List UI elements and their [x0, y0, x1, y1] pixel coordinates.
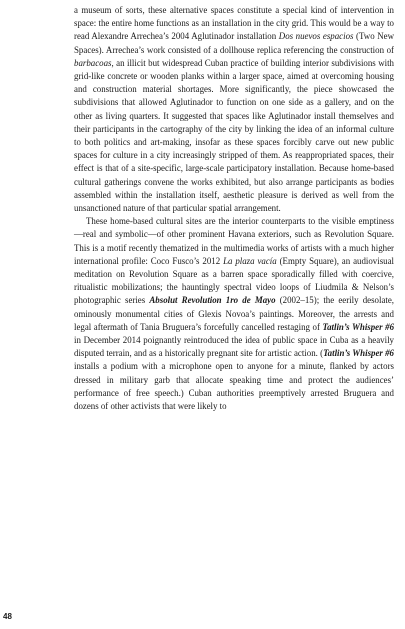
- artwork-title: Absolut Revolution 1ro de Mayo: [149, 295, 276, 306]
- body-text: [74, 4, 394, 413]
- paragraph: [74, 4, 394, 215]
- artwork-title: Tatlin’s Whisper #6: [323, 348, 394, 359]
- text-run: (Two New Spaces). Arrechea’s work consisted of a dollhouse replica referencing the construction of: [74, 31, 394, 55]
- text-run: in December 2014 poignantly reintroduced the idea of public space in Cuba as a heavily disputed terrain, and as a historically pregnant site for artistic action. (: [74, 335, 394, 359]
- text-run: These home-based cultural sites are the interior counterparts to the visible emptiness—real and symbolic—of other prominent Havana exteriors, such as Revolution Square. This is a motif recently thematized in the multimedia works of artists with a much higher international profile: Coco Fusco’s 2012: [74, 216, 394, 266]
- paragraph: [74, 215, 394, 413]
- text-run: installs a podium with a microphone open to anyone for a minute, flanked by actors dressed in military garb that allocate speaking time and protect the audiences’ performance of free speech.) Cuban authorities preemptively arrested Bruguera and dozens of other activists that were likely to: [74, 361, 394, 412]
- text-run: (2002–15); the eerily desolate, ominously monumental cities of Glexis Novoa’s paintings. Moreover, the arrests and legal aftermath of Tania Bruguera’s forcefully cancelled restaging of: [74, 295, 395, 332]
- text-run: a museum of sorts, these alternative spaces constitute a special kind of intervention in space: the entire home functions as an installation in the city grid. This would be a way to read Alexandre Arrechea’s 2004 Aglutinador installation: [74, 5, 394, 42]
- italic-title: barbacoas: [74, 57, 112, 68]
- page-number: 48: [3, 612, 12, 621]
- text-run: (Empty Square), an audiovisual meditation on Revolution Square as a barren space sporadically filled with coercive, ritualistic mobilizations; the hauntingly spectral video loops of Liudmila & Nelson’s photographic series: [74, 255, 395, 306]
- italic-title: Dos nuevos espacios: [278, 31, 354, 42]
- italic-title: La plaza vacía: [223, 255, 277, 266]
- text-run: , an illicit but widespread Cuban practice of building interior subdivisions with grid-like concrete or wooden planks within a larger space, aimed at overcoming housing and construction material shortages. More significantly, the piece showcased the subdivisions that allowed Aglutinador to function on one side as a gallery, and on the other as living quarters. It suggested that spaces like Aglutinador install themselves and their participants in the cartography of the city by linking the idea of an informal culture to both politics and art-making, insofar as these spaces forcibly carve out new public spaces for culture in a city increasingly stripped of them. As reappropriated spaces, their effect is that of a site-specific, large-scale participatory installation. Because home-based cultural gatherings convene the works exhibited, but also arrange participants as bodies assembled within the installation itself, aesthetic pleasure is derived as well from the unsanctioned nature of that particular spatial arrangement.: [74, 57, 394, 214]
- artwork-title: Tatlin’s Whisper #6: [322, 321, 395, 332]
